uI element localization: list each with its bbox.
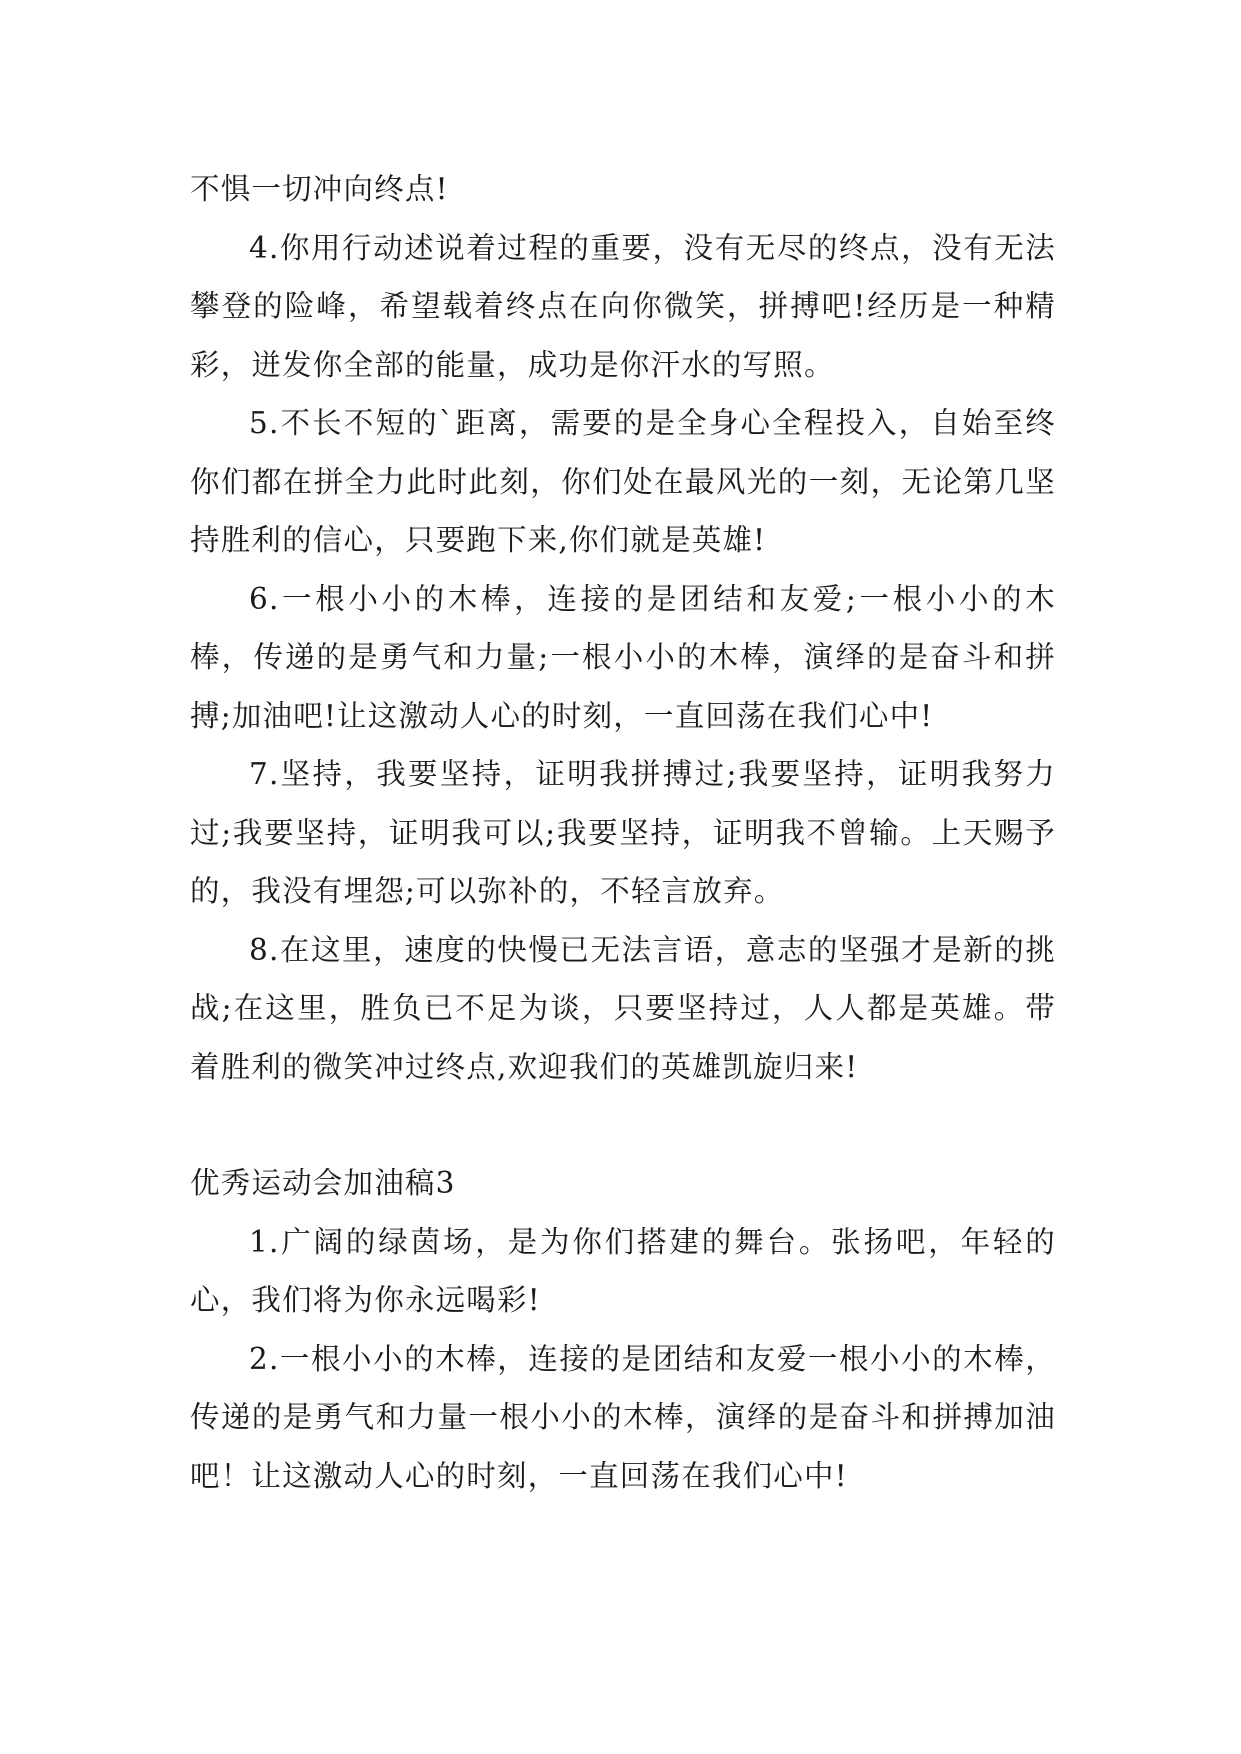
section-title: 优秀运动会加油稿3 xyxy=(190,1166,456,1200)
paragraph-continuation: 不惧一切冲向终点! xyxy=(190,172,449,206)
paragraph-item-4: 4.你用行动述说着过程的重要，没有无尽的终点，没有无法攀登的险峰，希望载着终点在向你微笑，拼搏吧!经历是一种精彩，迸发你全部的能量，成功是你汗水的写照。 xyxy=(190,230,1056,382)
paragraph-item-7: 7.坚持，我要坚持，证明我拼搏过;我要坚持，证明我努力过;我要坚持，证明我可以;我要坚持，证明我不曾输。上天赐予的，我没有埋怨;可以弥补的，不轻言放弃。 xyxy=(190,757,1056,908)
paragraph-item-5: 5.不长不短的`距离，需要的是全身心全程投入，自始至终你们都在拼全力此时此刻，你们处在最风光的一刻，无论第几坚持胜利的信心，只要跑下来,你们就是英雄! xyxy=(190,406,1056,557)
paragraph-item-8: 8.在这里，速度的快慢已无法言语，意志的坚强才是新的挑战;在这里，胜负已不足为谈，只要坚持过，人人都是英雄。带着胜利的微笑冲过终点,欢迎我们的英雄凯旋归来! xyxy=(190,932,1056,1084)
paragraph-item-6: 6.一根小小的木棒，连接的是团结和友爱;一根小小的木棒，传递的是勇气和力量;一根小小的木棒，演绎的是奋斗和拼搏;加油吧!让这激动人心的时刻，一直回荡在我们心中! xyxy=(190,581,1056,733)
document-page xyxy=(190,160,1056,1505)
paragraph-item-2: 2.一根小小的木棒，连接的是团结和友爱一根小小的木棒，传递的是勇气和力量一根小小的木棒，演绎的是奋斗和拼搏加油吧！让这激动人心的时刻，一直回荡在我们心中! xyxy=(190,1341,1056,1493)
paragraph-item-1: 1.广阔的绿茵场，是为你们搭建的舞台。张扬吧，年轻的心，我们将为你永远喝彩! xyxy=(190,1224,1056,1317)
